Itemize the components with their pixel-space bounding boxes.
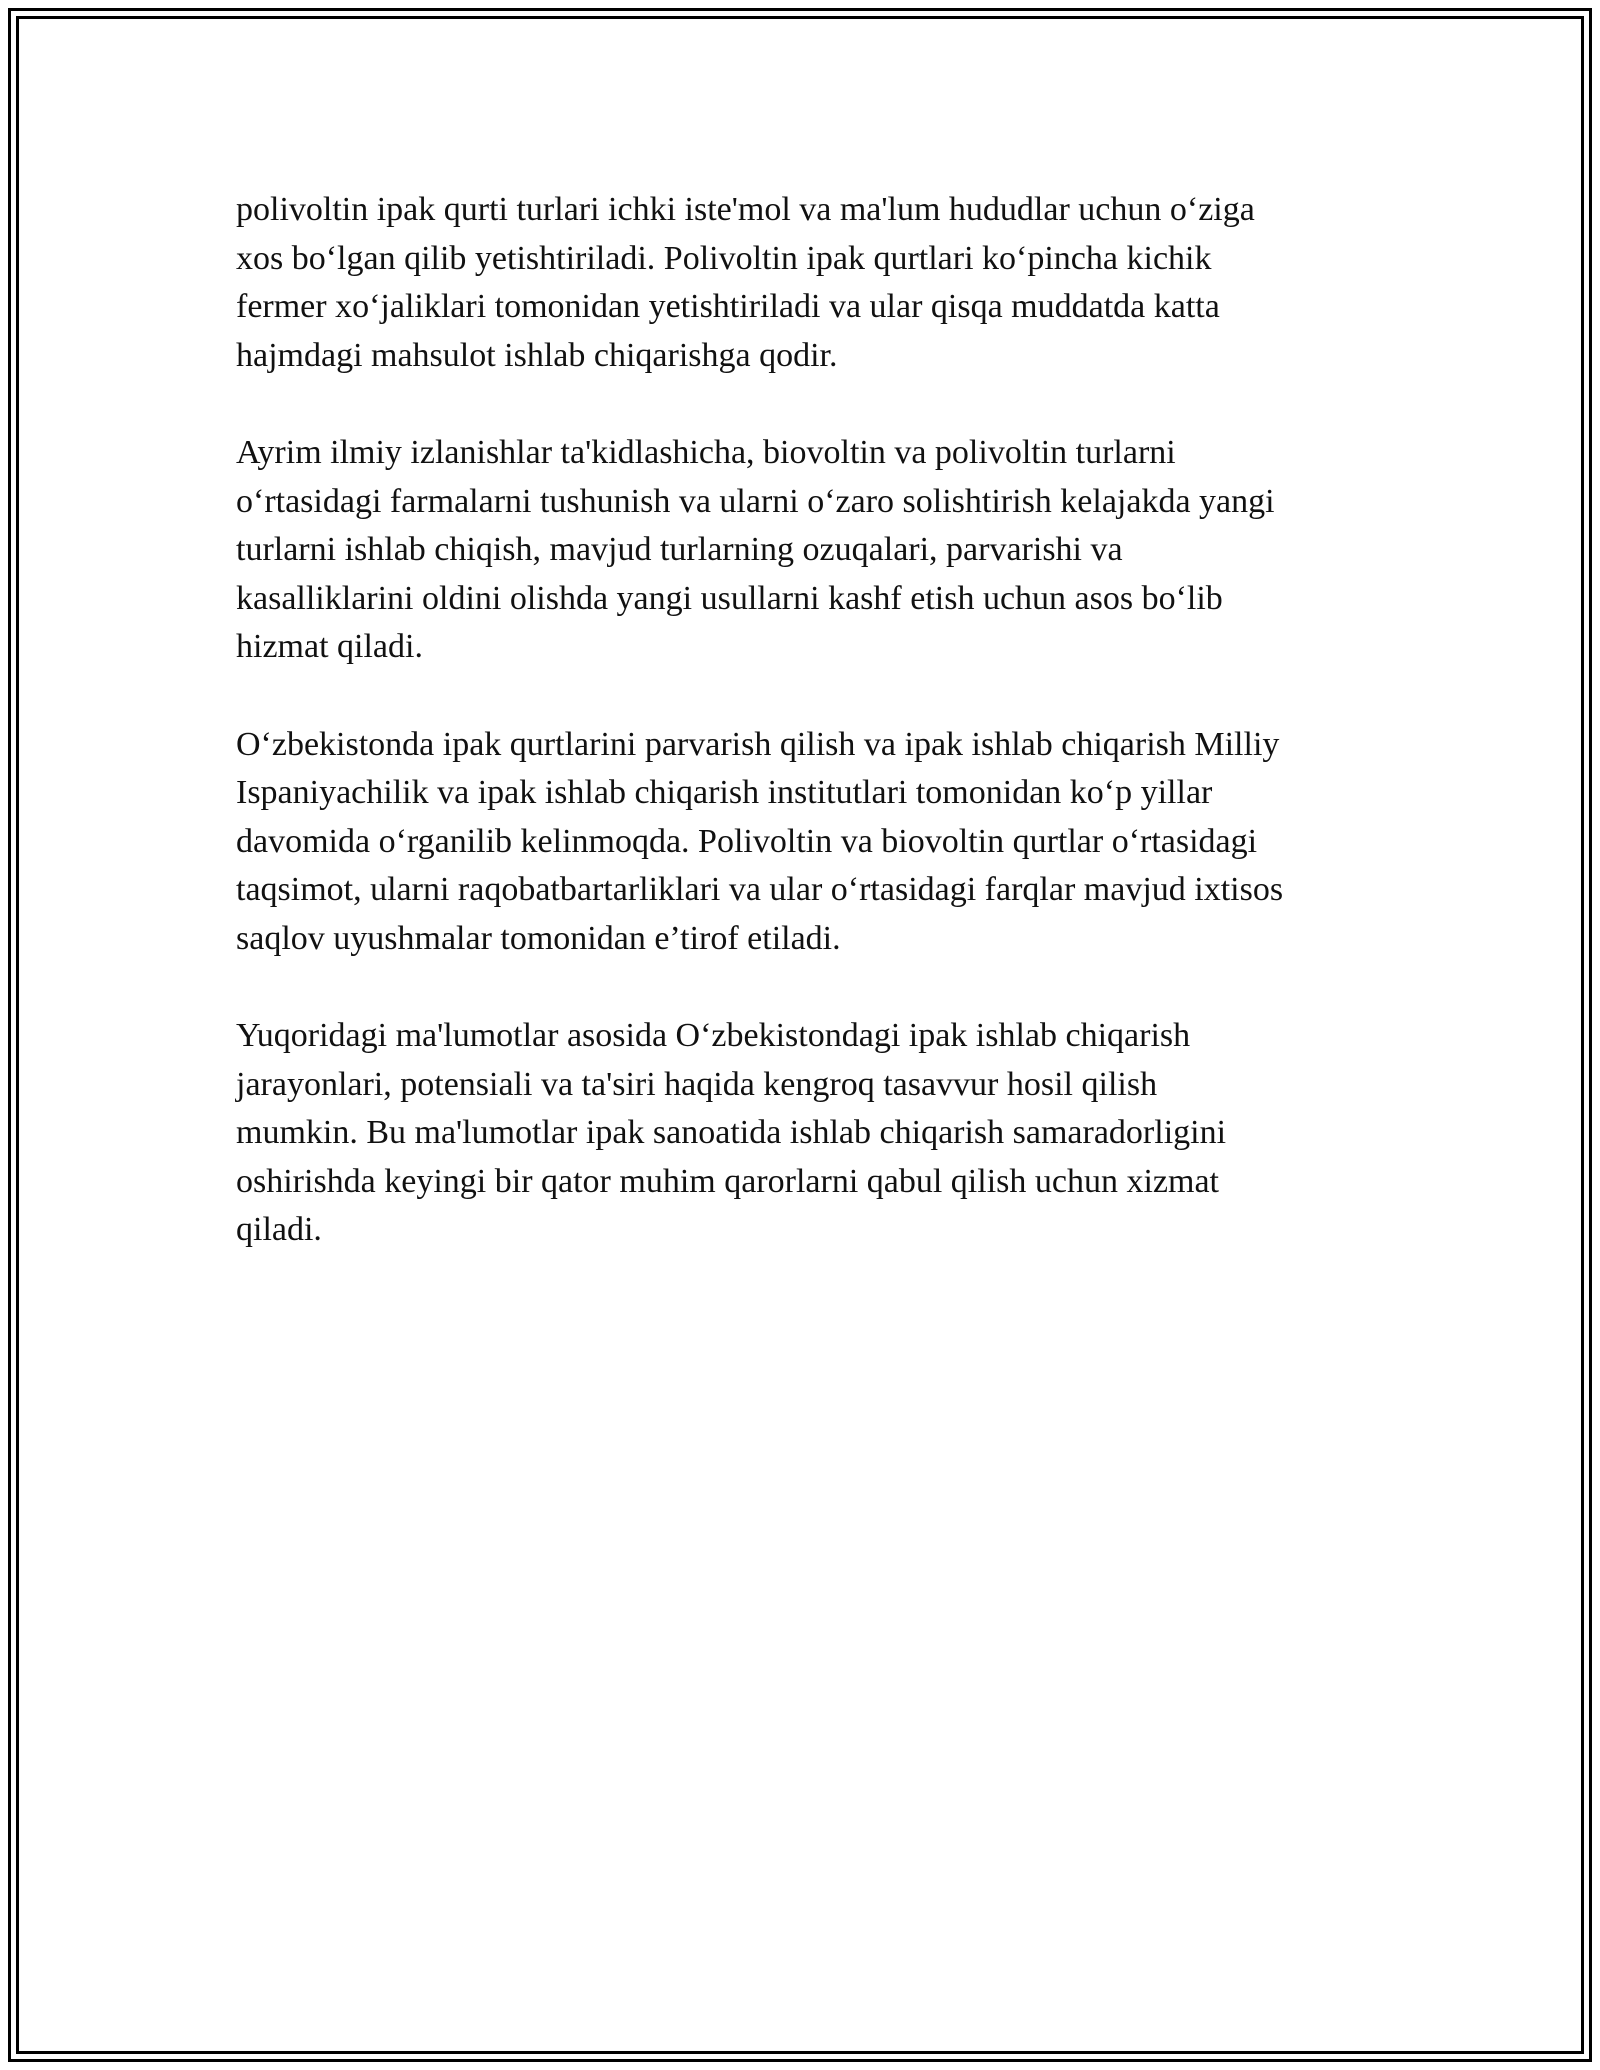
- paragraph-2: Ayrim ilmiy izlanishlar ta'kidlashicha, biovoltin va polivoltin turlarni o‘rtasidagi farmalarni tushunish va ularni o‘zaro solishtirish kelajakda yangi turlarni ishlab chiqish, mavjud turlarning ozuqalari, parvarishi va kasalliklarini oldini olishda yangi usullarni kashf etish uchun asos bo‘lib hizmat qiladi.: [236, 434, 1275, 665]
- document-body: [236, 186, 1376, 1304]
- paragraph-4: Yuqoridagi ma'lumotlar asosida O‘zbekistondagi ipak ishlab chiqarish jarayonlari, potensiali va ta'siri haqida kengroq tasavvur hosil qilish mumkin. Bu ma'lumotlar ipak sanoatida ishlab chiqarish samaradorligini oshirishda keyingi bir qator muhim qarorlarni qabul qilish uchun xizmat qiladi.: [236, 1017, 1227, 1248]
- paragraph-1: polivoltin ipak qurti turlari ichki iste'mol va ma'lum hududlar uchun o‘ziga xos bo‘lgan qilib yetishtiriladi. Polivoltin ipak qurtlari ko‘pincha kichik fermer xo‘jaliklari tomonidan yetishtiriladi va ular qisqa muddatda katta hajmdagi mahsulot ishlab chiqarishga qodir.: [236, 191, 1255, 374]
- paragraph-3: O‘zbekistonda ipak qurtlarini parvarish qilish va ipak ishlab chiqarish Milliy Ispaniyachilik va ipak ishlab chiqarish institutlari tomonidan ko‘p yillar davomida o‘rganilib kelinmoqda. Polivoltin va biovoltin qurtlar o‘rtasidagi taqsimot, ularni raqobatbartarliklari va ular o‘rtasidagi farqlar mavjud ixtisos saqlov uyushmalar tomonidan e’tirof etiladi.: [236, 725, 1284, 957]
